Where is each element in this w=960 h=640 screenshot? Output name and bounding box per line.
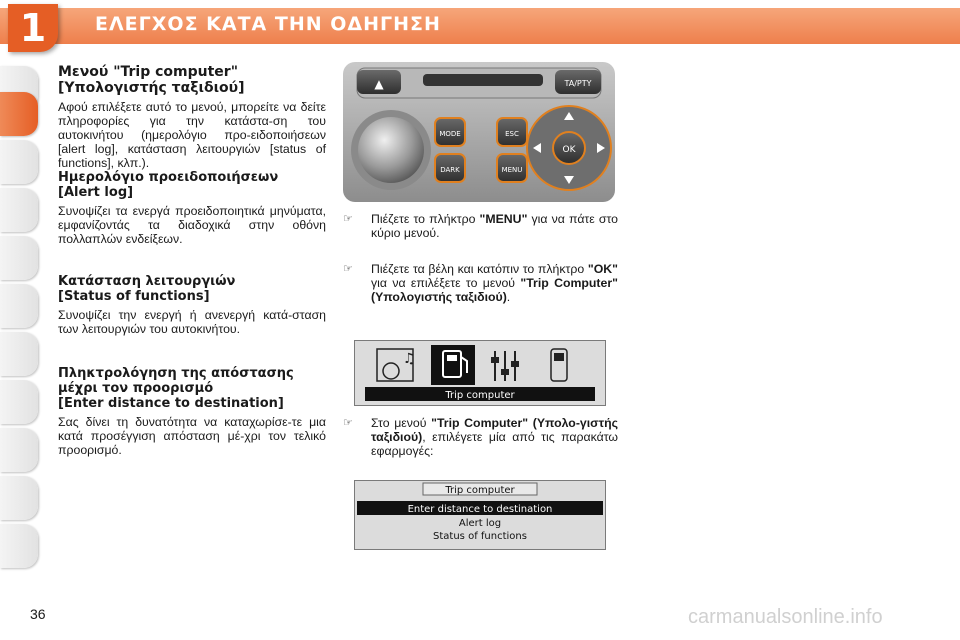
section-heading: Μενού "Trip computer"	[58, 64, 238, 80]
step-text: για να πάτε στο κύριο μενού.	[371, 212, 618, 240]
esc-label: ESC	[505, 130, 519, 138]
instruction-step	[343, 212, 618, 240]
trip-menu-section	[58, 64, 326, 170]
step-text: , επιλέγετε μία από τις παρακάτω εφαρμογές:	[371, 430, 618, 458]
control-panel-drawing	[343, 62, 615, 202]
chapter-tab[interactable]	[0, 476, 38, 520]
pointer-hand-icon: ☞	[343, 263, 353, 275]
dark-label: DARK	[440, 166, 460, 174]
section-text: Συνοψίζει την ενεργή ή ανενεργή κατά-σταση των λειτουργιών του αυτοκινήτου.	[58, 308, 326, 336]
menu-screen	[354, 340, 606, 406]
step-text: Πιέζετε τα βέλη και κατόπιν το πλήκτρο	[371, 262, 588, 276]
section-heading: [Status of functions]	[58, 289, 210, 304]
status-functions-section	[58, 274, 326, 336]
chapter-tab[interactable]	[0, 140, 38, 184]
menu-key-text: "MENU"	[479, 212, 528, 226]
step-text: για να επιλέξετε το μενού	[371, 276, 521, 290]
ok-label: OK	[562, 145, 576, 155]
chapter-tab[interactable]	[0, 380, 38, 424]
option-status-functions[interactable]: Status of functions	[433, 531, 527, 542]
ta-label: TA/PTY	[564, 79, 592, 88]
section-text: Σας δίνει τη δυνατότητα να καταχωρίσε-τε μια κατά προσέγγιση απόσταση μέ-χρι τον τελικό προορισμό.	[58, 415, 326, 457]
menu-screen-drawing	[355, 341, 605, 405]
selected-menu-label: Trip computer	[445, 390, 515, 401]
volume-knob[interactable]	[358, 117, 424, 183]
chapter-tab[interactable]	[0, 236, 38, 280]
alert-log-section	[58, 170, 326, 246]
section-heading: [Υπολογιστής ταξιδιού]	[58, 80, 245, 96]
section-heading: Κατάσταση λειτουργιών	[58, 274, 236, 289]
chapter-tabs	[0, 66, 42, 576]
chapter-tab[interactable]	[0, 188, 38, 232]
svg-text:♫: ♫	[403, 351, 416, 367]
step-text: Πιέζετε το πλήκτρο	[371, 212, 480, 226]
section-heading: Ημερολόγιο προειδοποιήσεων	[58, 170, 279, 185]
control-panel-illustration	[343, 62, 615, 202]
section-heading: [Alert log]	[58, 185, 134, 200]
option-alert-log[interactable]: Alert log	[458, 518, 502, 529]
step-text: Στο μενού	[371, 416, 432, 430]
page-number: 36	[30, 606, 46, 622]
eject-icon: ▲	[374, 77, 384, 91]
ok-key-text: "OK"	[587, 262, 618, 276]
pointer-hand-icon: ☞	[343, 213, 353, 225]
trip-menu-text: "Trip Computer" (Υπολογιστής ταξιδιού)	[371, 276, 618, 304]
watermark: carmanualsonline.info	[688, 606, 883, 628]
settings-menu-icon[interactable]	[491, 351, 519, 381]
chapter-tab[interactable]	[0, 524, 38, 568]
option-enter-distance[interactable]: Enter distance to destination	[407, 504, 553, 515]
trip-screen-drawing	[355, 481, 605, 549]
mode-label: MODE	[439, 130, 461, 138]
chapter-tab-active[interactable]	[0, 92, 38, 136]
distance-section	[58, 366, 326, 457]
section-heading: Πληκτρολόγηση της απόστασης	[58, 366, 294, 381]
page-title: ΕΛΕΓΧΟΣ ΚΑΤΑ ΤΗΝ ΟΔΗΓΗΣΗ	[95, 13, 441, 35]
section-text: Αφού επιλέξετε αυτό το μενού, μπορείτε να δείτε πληροφορίες για την κατάστα-ση του αυτοκινήτου (ημερολόγιο προ-ειδοποιήσεων [alert log], κατάσταση λειτουργιών [status of functions], κλπ.).	[58, 100, 326, 170]
instruction-step	[343, 262, 618, 304]
cd-slot	[423, 74, 543, 86]
trip-menu-text: "Trip Computer" (Υπολο-γιστής ταξιδιού)	[371, 416, 618, 444]
section-heading: [Enter distance to destination]	[58, 396, 284, 411]
chapter-tab[interactable]	[0, 428, 38, 472]
chapter-tab[interactable]	[0, 284, 38, 328]
section-text: Συνοψίζει τα ενεργά προειδοποιητικά μηνύματα, εμφανίζοντάς τα διαδοχικά στην οθόνη πολλαπλών ενδείξεων.	[58, 204, 326, 246]
chapter-badge: 1	[8, 4, 58, 52]
menu-label: MENU	[501, 166, 523, 174]
pointer-hand-icon: ☞	[343, 417, 353, 429]
page-header	[0, 0, 960, 60]
screen-title: Trip computer	[445, 485, 515, 496]
section-heading: μέχρι τον προορισμό	[58, 381, 214, 396]
trip-computer-screen	[354, 480, 606, 550]
instruction-step	[343, 416, 618, 458]
step-text: .	[506, 290, 511, 304]
chapter-tab[interactable]	[0, 332, 38, 376]
